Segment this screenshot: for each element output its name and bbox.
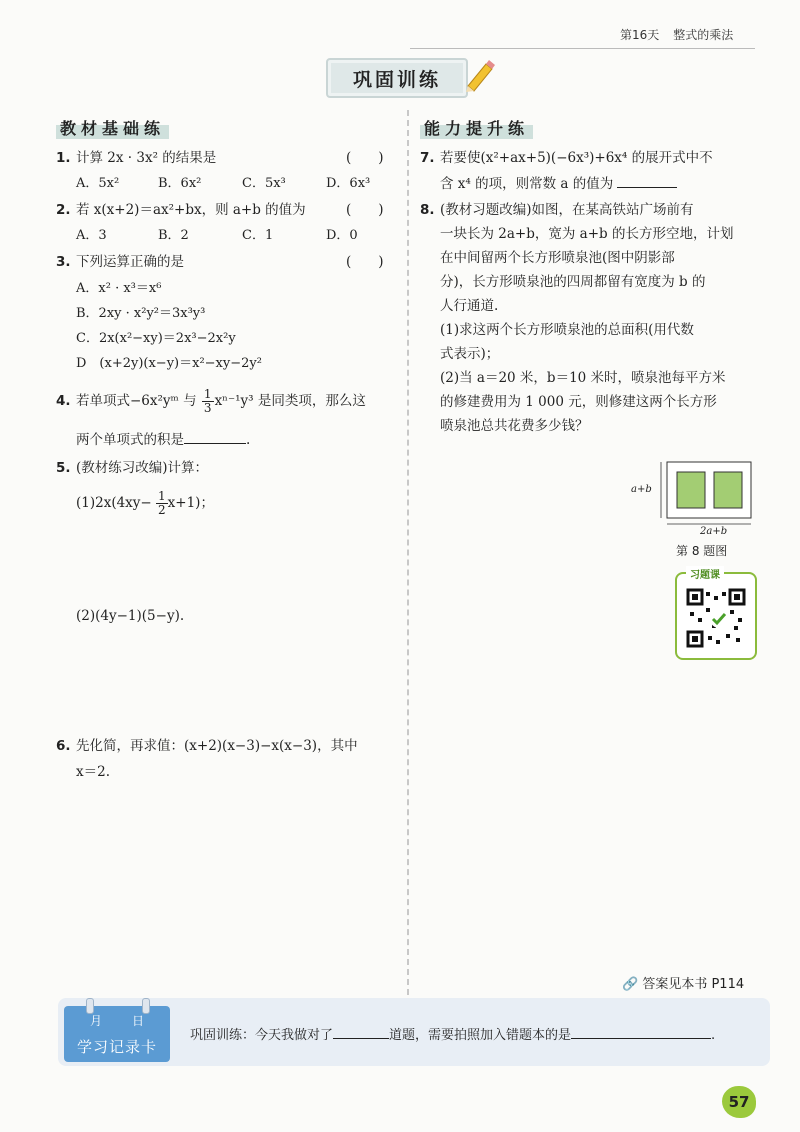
fig-height-label: a+b — [631, 484, 652, 495]
option-b: B．2 — [158, 228, 189, 243]
fraction-numerator: 1 — [158, 489, 166, 503]
question-5-part1 — [76, 490, 214, 517]
question-4-line2 — [76, 428, 250, 452]
column-divider — [407, 110, 409, 1005]
answer-reference — [622, 973, 744, 992]
question-5-part2: (2)(4y−1)(5−y). — [76, 608, 185, 624]
fraction-numerator: 1 — [203, 387, 212, 401]
link-icon: 🔗 — [622, 977, 639, 992]
question-number: 8. — [420, 202, 435, 218]
question-number: 2. — [56, 202, 71, 218]
q2-options — [76, 224, 406, 246]
answer-paren: ( ) — [346, 202, 384, 218]
q8-line: 人行通道. — [440, 298, 499, 314]
pencil-icon — [462, 58, 496, 92]
fraction: $\frac{1}{2}$ — [158, 489, 166, 517]
option-d: D (x+2y)(x−y)＝x²−xy−2y² — [76, 356, 262, 371]
question-number: 1. — [56, 150, 71, 166]
option-c: C．2x(x²−xy)＝2x³−2x²y — [76, 331, 236, 346]
record-card-title: 学习记录卡 — [76, 1038, 157, 1056]
question-text: 计算 2x · 3x² 的结果是 — [76, 150, 217, 166]
record-text-1: 巩固训练：今天我做对了 — [190, 1028, 334, 1043]
answer-reference-text: 答案见本书 P114 — [642, 977, 745, 992]
option-a: A．x² · x³＝x⁶ — [76, 281, 162, 296]
month-label: 月 — [89, 1014, 102, 1028]
record-card-text — [190, 1024, 715, 1043]
part1-text: (1)2x(4xy− — [76, 495, 152, 511]
figure-caption: 第 8 题图 — [676, 544, 728, 558]
q3-options — [76, 276, 262, 376]
option-b: B．2xy · x²y²＝3x³y³ — [76, 306, 206, 321]
record-text-2: 道题，需要拍照加入错题本的是 — [389, 1028, 572, 1043]
section-banner: 巩固训练 — [326, 58, 468, 98]
question-number: 4. — [56, 393, 71, 409]
question-4 — [56, 388, 366, 415]
fraction — [202, 388, 214, 415]
question-number: 7. — [420, 150, 435, 166]
question-5 — [56, 456, 208, 480]
period: . — [711, 1028, 716, 1043]
option-c: C．1 — [242, 228, 274, 243]
option-d: D．6x³ — [326, 176, 371, 191]
fraction-denominator: 3 — [203, 401, 212, 415]
q8-line: 在中间留两个长方形喷泉池(图中阴影部 — [440, 250, 675, 266]
question-text: 含 x⁴ 的项，则常数 a 的值为 — [440, 176, 614, 192]
option-a: A．5x² — [76, 176, 120, 191]
q8-line: 喷泉池总共花费多少钱？ — [440, 418, 589, 434]
correct-count-blank[interactable] — [333, 1024, 389, 1039]
question-text: 先化简，再求值：(x+2)(x−3)−x(x−3)，其中 — [76, 738, 358, 754]
part1-text-cont: x+1)； — [167, 495, 214, 511]
answer-paren: ( ) — [346, 254, 384, 270]
answer-paren: ( ) — [346, 150, 384, 166]
qr-code-icon — [686, 588, 746, 648]
qr-code-box[interactable] — [675, 572, 757, 660]
section-title-basic: 教材基础练 — [56, 116, 169, 139]
option-b: B．6x² — [158, 176, 202, 191]
answer-blank[interactable] — [617, 173, 677, 188]
question-number: 3. — [56, 254, 71, 270]
fountain-diagram — [655, 460, 755, 535]
question-number: 6. — [56, 738, 71, 754]
q8-line: 分)，长方形喷泉池的四周都留有宽度为 b 的 — [440, 274, 706, 290]
question-6 — [56, 734, 358, 758]
fig-width-label: 2a+b — [700, 526, 728, 537]
question-text: 下列运算正确的是 — [76, 254, 184, 270]
page-header — [620, 26, 733, 43]
record-date — [64, 1012, 170, 1029]
wrong-questions-blank[interactable] — [571, 1024, 711, 1039]
answer-blank[interactable] — [184, 429, 246, 444]
question-text: 若单项式−6x²yᵐ 与 — [76, 393, 197, 409]
question-text: (教材练习改编)计算： — [76, 460, 209, 476]
q8-line: (教材习题改编)如图，在某高铁站广场前有 — [440, 202, 694, 218]
qr-label: 习题课 — [686, 566, 724, 581]
question-3 — [56, 250, 184, 274]
q8-line: (1)求这两个长方形喷泉池的总面积(用代数 — [440, 322, 694, 338]
question-2 — [56, 198, 306, 222]
question-number: 5. — [56, 460, 71, 476]
q8-line: 式表示)； — [440, 346, 500, 362]
question-8 — [420, 198, 760, 438]
option-d: D．0 — [326, 228, 358, 243]
question-1 — [56, 146, 216, 170]
q8-line: (2)当 a＝20 米，b＝10 米时，喷泉池每平方米 — [440, 370, 726, 386]
question-text: 两个单项式的积是 — [76, 432, 184, 448]
question-text-cont: xⁿ⁻¹y³ 是同类项，那么这 — [214, 393, 366, 409]
question-text: 若 x(x+2)＝ax²+bx，则 a+b 的值为 — [76, 202, 306, 218]
q8-line: 一块长为 2a+b，宽为 a+b 的长方形空地，计划 — [440, 226, 734, 242]
option-c: C．5x³ — [242, 176, 286, 191]
header-topic: 整式的乘法 — [673, 28, 734, 42]
header-rule — [410, 48, 755, 49]
option-a: A．3 — [76, 228, 107, 243]
question-7 — [420, 146, 713, 170]
question-6-line2: x＝2. — [76, 764, 110, 780]
question-7-line2 — [440, 172, 677, 196]
day-label: 日 — [132, 1014, 145, 1028]
question-text: 若要使(x²+ax+5)(−6x³)+6x⁴ 的展开式中不 — [440, 150, 713, 166]
header-day: 第16天 — [620, 28, 660, 42]
q1-options — [76, 172, 406, 194]
record-card-tab — [64, 1006, 170, 1062]
section-title-advanced: 能力提升练 — [420, 116, 533, 139]
q8-line: 的修建费用为 1 000 元，则修建这两个长方形 — [440, 394, 717, 410]
period: . — [246, 432, 251, 448]
page-number: 57 — [722, 1086, 756, 1118]
